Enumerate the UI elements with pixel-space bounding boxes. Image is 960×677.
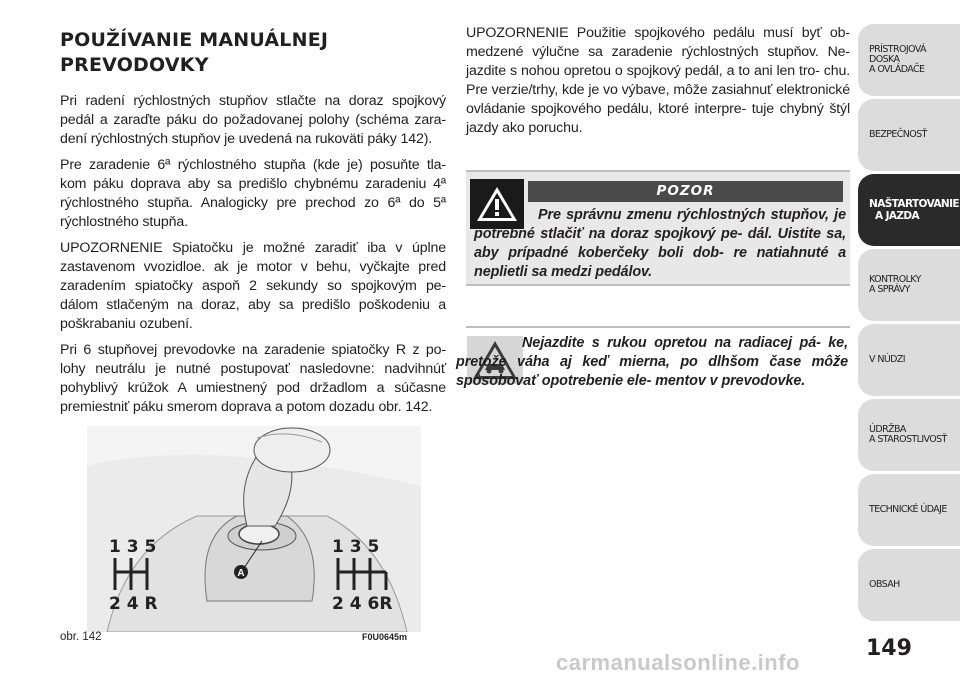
gear-lever-illustration (87, 426, 421, 632)
tab-v-nudzi[interactable]: V NÚDZI (858, 324, 960, 396)
tab-obsah[interactable]: OBSAH (858, 549, 960, 621)
body-paragraph-2: Pre zaradenie 6ª rýchlostného stupňa (kde je) posuňte tla- kom páku doprava aby sa predišlo chybnému zaradeniu 4ª rýchlostného stupňa. Analogicky pre prechod zo 6ª do 5ª rýchlostného stupňa. (60, 157, 446, 230)
left-pattern-top: 1 3 5 (109, 537, 157, 557)
right-pattern-top: 1 3 5 (332, 537, 380, 557)
tab-technicke-udaje[interactable]: TECHNICKÉ ÚDAJE (858, 474, 960, 546)
tab-nastartovanie-a-jazda[interactable]: NAŠTARTOVANIE A JAZDA (858, 174, 960, 246)
label-a-text: A (237, 568, 245, 579)
chapter-tabs (858, 24, 960, 624)
section-title-line2: PREVODOVKY (60, 54, 209, 76)
tab-bezpecnost[interactable]: BEZPEČNOSŤ (858, 99, 960, 171)
section-title (60, 28, 446, 78)
body-paragraph-4: Pri 6 stupňovej prevodovke na zaradenie spiatočky R z po- lohy neutrálu je nutné postupovať nasledovne: nadvihnúť pohyblivý krúžok A umiestnený pod držadlom a súčasne premiestniť páku smerom doprava a potom dozadu obr. 142. (60, 342, 446, 415)
environment-note-box (456, 326, 850, 408)
left-pattern-bottom: 2 4 R (109, 594, 158, 614)
pozor-header: POZOR (528, 181, 843, 202)
gear-lever-figure (87, 426, 421, 632)
pozor-text: Pre správnu zmenu rýchlostných stupňov, je potrebné stlačiť na doraz spojkový pe- dál. Uistite sa, aby prípadné koberčeky boli dob- re natiahnuté a neplietli sa medzi pedálov. (474, 207, 846, 280)
body-paragraph-1: Pri radení rýchlostných stupňov stlačte na doraz spojkový pedál a zaraďte páku do požadovanej polohy (schéma zara- dení rýchlostných stupňov je uvedená na rukoväti páky 142). (60, 93, 446, 147)
right-pattern-bottom: 2 4 6R (332, 594, 393, 614)
body-paragraph-3: UPOZORNENIE Spiatočku je možné zaradiť iba v úplne zastavenom vvozidloe. ak je motor v behu, vyčkajte pred zaradením spiatočky aspoň 2 sekundy so spojkovým pe- dálom stlačeným na doraz, aby sa predišlo poškodeniu a poškrabaniu ozubení. (60, 240, 446, 332)
figure-code: F0U0645m (362, 632, 408, 642)
page-number: 149 (866, 636, 912, 661)
tab-udrzba[interactable]: ÚDRŽBA A STAROSTLIVOSŤ (858, 399, 960, 471)
left-column (60, 28, 446, 424)
tab-kontrolky[interactable]: KONTROLKY A SPRÁVY (858, 249, 960, 321)
right-column (466, 24, 850, 138)
clutch-warning-text: UPOZORNENIE Použitie spojkového pedálu musí byť ob- medzené výlučne sa zaradenie rýchlostných stupňov. Ne- jazdite s nohou opretou o spojkový pedál, a to ani len tro- chu. Pre verzie/trhy, kde je vo výbave, môže zasiahnuť elektronické ovládanie spojkového pedálu, ktoré interpre- tuje chybný štýl jazdy ako poruchu. (466, 25, 850, 136)
environment-note-text: Nejazdite s rukou opretou na radiacej pá- ke, pretože váha aj keď mierna, po dlhšom čase môže spôsobovať opotrebenie ele- mentov v prevodovke. (456, 335, 848, 389)
tab-pristrojova-doska[interactable]: PRÍSTROJOVÁ DOSKA A OVLÁDAČE (858, 24, 960, 96)
watermark: carmanualsonline.info (556, 650, 800, 675)
pozor-warning-box (466, 170, 850, 286)
section-title-line1: POUŽÍVANIE MANUÁLNEJ (60, 29, 329, 51)
figure-caption: obr. 142 (60, 631, 102, 643)
